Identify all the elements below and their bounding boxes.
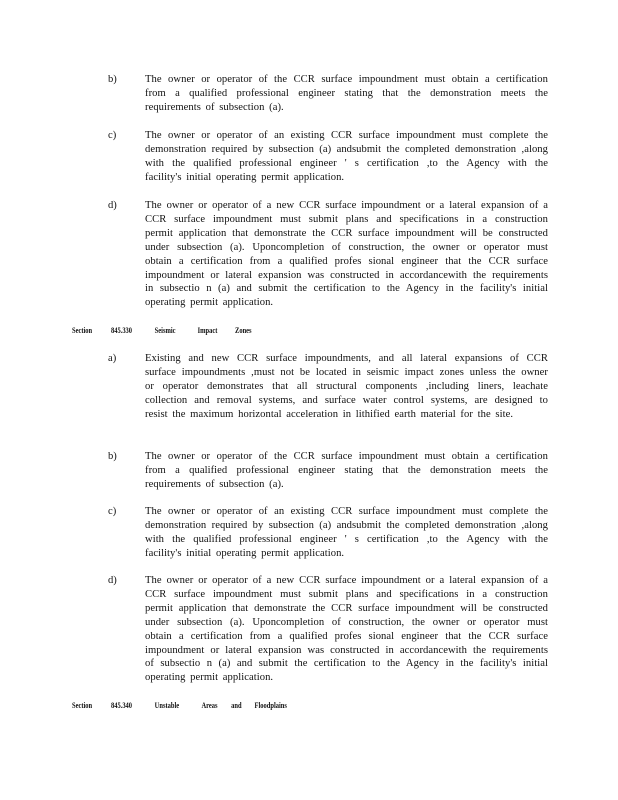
item-text: The owner or operator of a new CCR surface impoundment or a lateral expansion of a CCR surface impoundment must submit plans and specifications in a construction permit application that demonstrate the CCR surface impoundment will be constructed under subsection (a). Uponcompletion of construction, the owner or operator must obtain a certification from a qualified profes sional engineer that the CCR surface impoundment or lateral expansion was constructed in accordancewith the requirements in subsectio n (a) and submit the certification to the Agency in the facility's initial operating permit application. bbox=[145, 200, 548, 309]
item-label: b) bbox=[108, 74, 117, 85]
item-text: The owner or operator of an existing CCR surface impoundment must complete the demonstration required by subsection (a) andsubmit the completed demonstration ,along with the qualified professional engineer ' s certification ,to the Agency with the facility's initial operating permit application. bbox=[145, 506, 548, 559]
section-word: Section bbox=[72, 701, 93, 710]
item-text: The owner or operator of the CCR surface impoundment must obtain a certification from a qualified professional engineer stating that the demonstration meets the requirements of subsection (a). bbox=[145, 74, 548, 113]
section-heading-845-340 bbox=[72, 701, 287, 710]
section-title-word: Unstable bbox=[154, 701, 180, 710]
section-heading-845-330 bbox=[72, 326, 252, 335]
item-label: b) bbox=[108, 451, 117, 462]
section-title-word: Impact bbox=[197, 326, 218, 335]
item-text: Existing and new CCR surface impoundments, and all lateral expansions of CCR surface impoundments ,must not be located in seismic impact zones unless the owner or operator demonstrates that all structural components ,including liners, leachate collection and removal systems, and surface water control systems, are designed to resist the maximum horizontal acceleration in lithified earth material for the site. bbox=[145, 353, 548, 420]
item-label: c) bbox=[108, 506, 117, 517]
item-text: The owner or operator of the CCR surface impoundment must obtain a certification from a qualified professional engineer stating that the demonstration meets the requirements of subsection (a). bbox=[145, 451, 548, 490]
item-label: d) bbox=[108, 200, 117, 211]
section-title-word: Areas bbox=[201, 701, 218, 710]
section-title-word: Zones bbox=[235, 326, 252, 335]
section-title-word: Floodplains bbox=[254, 701, 287, 710]
section-number: 845.340 bbox=[111, 701, 133, 710]
section-title-word: Seismic bbox=[154, 326, 176, 335]
section-number: 845.330 bbox=[111, 326, 133, 335]
section-title-word: and bbox=[231, 701, 242, 710]
item-label: d) bbox=[108, 575, 117, 586]
item-text: The owner or operator of an existing CCR surface impoundment must complete the demonstration required by subsection (a) andsubmit the completed demonstration ,along with the qualified professional engineer ' s certification ,to the Agency with the facility's initial operating permit application. bbox=[145, 130, 548, 183]
item-text: The owner or operator of a new CCR surface impoundment or a lateral expansion of a CCR surface impoundment must submit plans and specifications in a construction permit application that demonstrate the CCR surface impoundment will be constructed under subsection (a). Uponcompletion of construction, the owner or operator must obtain a certification from a qualified profes sional engineer that the CCR surface impoundment or lateral expansion was constructed in accordancewith the requirements of subsectio n (a) and submit the certification to the Agency in the facility's initial operating permit application. bbox=[145, 575, 548, 684]
item-label: a) bbox=[108, 353, 117, 364]
item-label: c) bbox=[108, 130, 117, 141]
section-word: Section bbox=[72, 326, 93, 335]
